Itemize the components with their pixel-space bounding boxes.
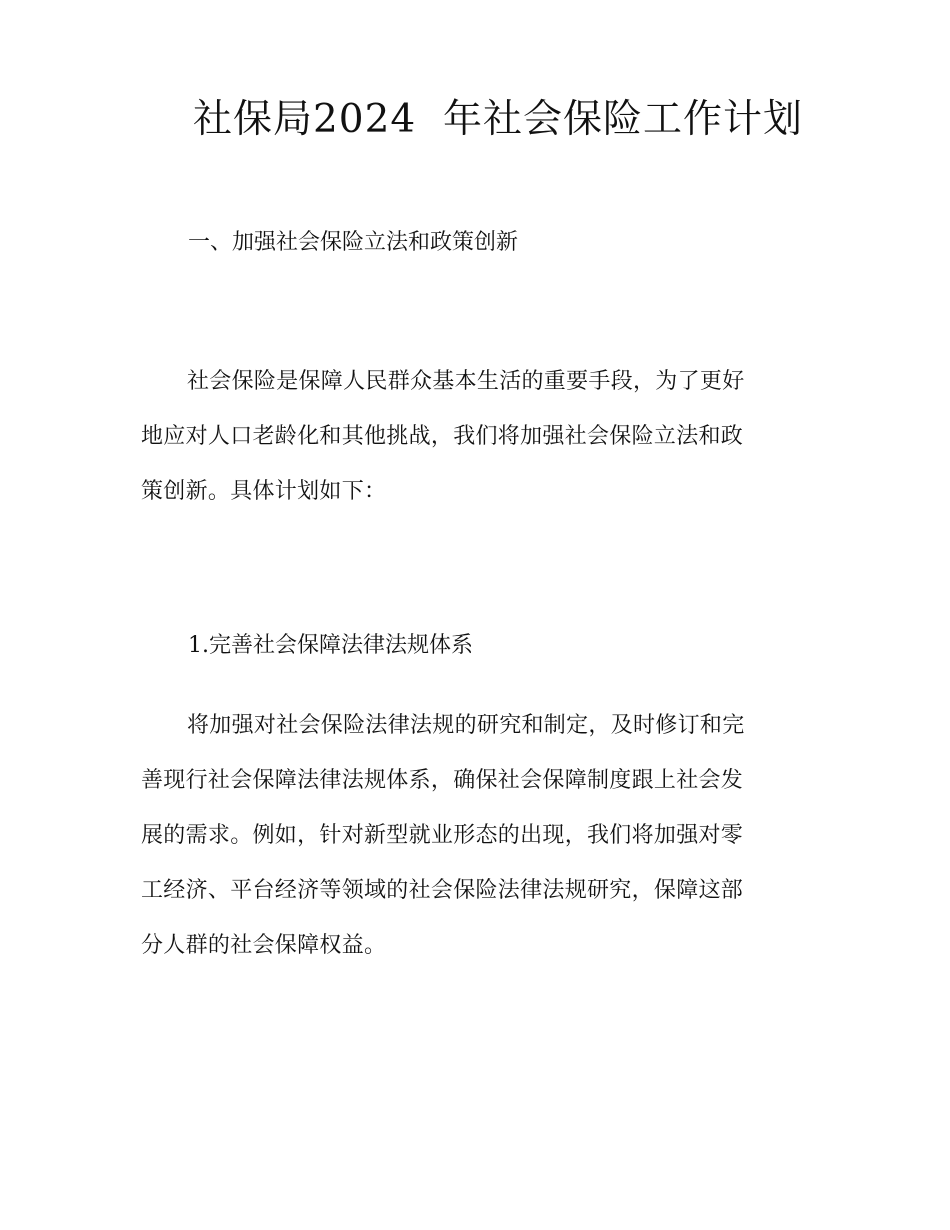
- paragraph-line: 社会保险是保障人民群众基本生活的重要手段，为了更好: [187, 369, 745, 394]
- paragraph-line: 展的需求。例如，针对新型就业形态的出现，我们将加强对零: [141, 823, 744, 848]
- subsection-body-paragraph: [141, 698, 813, 973]
- document-title: 社保局2024 年社会保险工作计划: [192, 97, 804, 142]
- paragraph-line: 策创新。具体计划如下：: [141, 479, 387, 504]
- paragraph-line: 善现行社会保障法律法规体系，确保社会保障制度跟上社会发: [141, 768, 744, 793]
- paragraph-line: 分人群的社会保障权益。: [141, 933, 387, 958]
- paragraph-line: 地应对人口老龄化和其他挑战，我们将加强社会保险立法和政: [141, 424, 744, 449]
- subsection-heading: 1.完善社会保障法律法规体系: [188, 633, 473, 658]
- section-intro-paragraph: [141, 354, 813, 519]
- paragraph-line: 工经济、平台经济等领域的社会保险法律法规研究，保障这部: [141, 878, 744, 903]
- paragraph-line: 将加强对社会保险法律法规的研究和制定，及时修订和完: [187, 713, 745, 738]
- section-heading: 一、加强社会保险立法和政策创新: [188, 230, 519, 255]
